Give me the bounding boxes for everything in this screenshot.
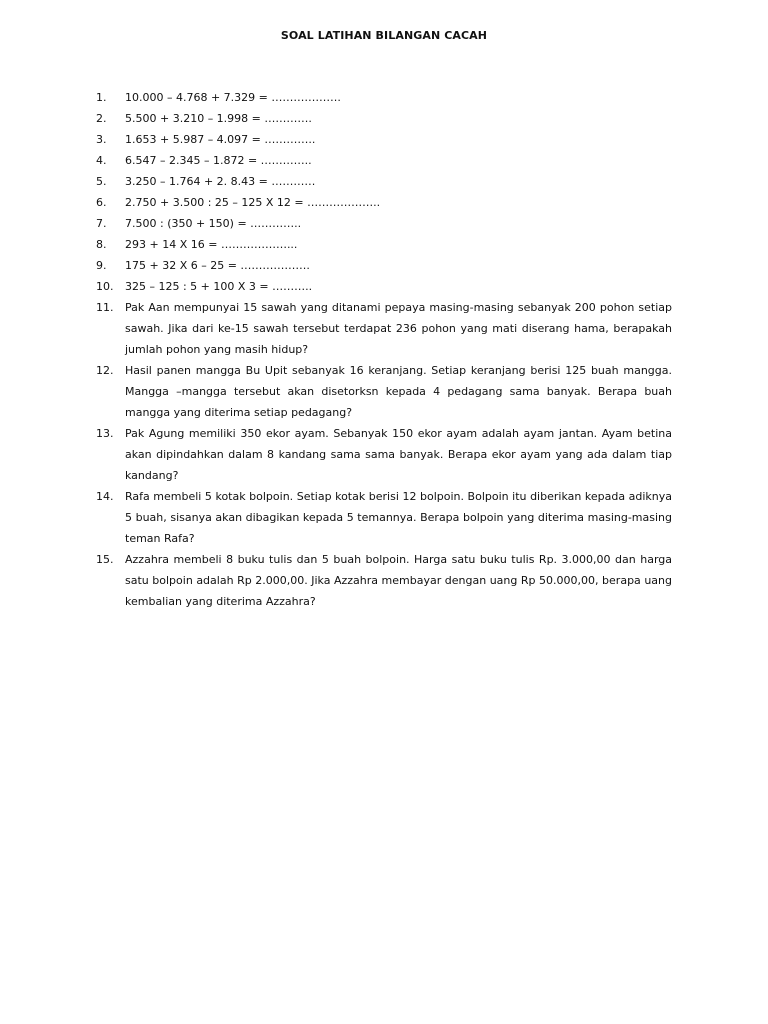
question-text: Pak Agung memiliki 350 ekor ayam. Sebanyak 150 ekor ayam adalah ayam jantan. Ayam betina akan dipindahkan dalam 8 kandang sama sama banyak. Berapa ekor ayam yang ada dalam tiap kandang? — [125, 427, 672, 482]
question-item — [96, 150, 672, 171]
question-text: 293 + 14 X 16 = ………………... — [125, 238, 298, 251]
question-list — [96, 87, 672, 612]
question-number: 4. — [96, 154, 107, 167]
question-number: 9. — [96, 259, 107, 272]
question-number: 8. — [96, 238, 107, 251]
question-text: 1.653 + 5.987 – 4.097 = ………….. — [125, 133, 316, 146]
question-item — [96, 360, 672, 423]
question-text: Pak Aan mempunyai 15 sawah yang ditanami pepaya masing-masing sebanyak 200 pohon setiap sawah. Jika dari ke-15 sawah tersebut terdapat 236 pohon yang mati diserang hama, berapakah jumlah pohon yang masih hidup? — [125, 301, 672, 356]
question-number: 13. — [96, 427, 114, 440]
question-item — [96, 423, 672, 486]
question-text: Azzahra membeli 8 buku tulis dan 5 buah bolpoin. Harga satu buku tulis Rp. 3.000,00 dan harga satu bolpoin adalah Rp 2.000,00. Jika Azzahra membayar dengan uang Rp 50.000,00, berapa uang kembalian yang diterima Azzahra? — [125, 553, 672, 608]
question-text: Rafa membeli 5 kotak bolpoin. Setiap kotak berisi 12 bolpoin. Bolpoin itu diberikan kepada adiknya 5 buah, sisanya akan dibagikan kepada 5 temannya. Berapa bolpoin yang diterima masing-masing teman Rafa? — [125, 490, 672, 545]
question-item — [96, 192, 672, 213]
question-item — [96, 276, 672, 297]
question-item — [96, 255, 672, 276]
question-text: 2.750 + 3.500 : 25 – 125 X 12 = ……………….. — [125, 196, 381, 209]
question-number: 10. — [96, 280, 114, 293]
question-item — [96, 87, 672, 108]
question-item — [96, 234, 672, 255]
question-item — [96, 549, 672, 612]
question-number: 15. — [96, 553, 114, 566]
question-item — [96, 108, 672, 129]
question-number: 12. — [96, 364, 114, 377]
question-number: 11. — [96, 301, 114, 314]
question-item — [96, 297, 672, 360]
question-number: 1. — [96, 91, 107, 104]
question-text: 325 – 125 : 5 + 100 X 3 = ……….. — [125, 280, 313, 293]
question-number: 6. — [96, 196, 107, 209]
question-item — [96, 486, 672, 549]
question-text: 3.250 – 1.764 + 2. 8.43 = ………… — [125, 175, 316, 188]
question-number: 5. — [96, 175, 107, 188]
question-item — [96, 171, 672, 192]
document-title: SOAL LATIHAN BILANGAN CACAH — [280, 29, 488, 42]
question-item — [96, 129, 672, 150]
question-number: 14. — [96, 490, 114, 503]
question-text: 7.500 : (350 + 150) = ………….. — [125, 217, 302, 230]
question-number: 2. — [96, 112, 107, 125]
question-text: Hasil panen mangga Bu Upit sebanyak 16 keranjang. Setiap keranjang berisi 125 buah mangga. Mangga –mangga tersebut akan disetorksn kepada 4 pedagang sama banyak. Berapa buah mangga yang diterima setiap pedagang? — [125, 364, 672, 419]
question-item — [96, 213, 672, 234]
question-text: 5.500 + 3.210 – 1.998 = …………. — [125, 112, 312, 125]
question-text: 175 + 32 X 6 – 25 = ………………. — [125, 259, 310, 272]
question-number: 3. — [96, 133, 107, 146]
question-text: 10.000 – 4.768 + 7.329 = ………………. — [125, 91, 341, 104]
question-number: 7. — [96, 217, 107, 230]
question-text: 6.547 – 2.345 – 1.872 = ………….. — [125, 154, 312, 167]
